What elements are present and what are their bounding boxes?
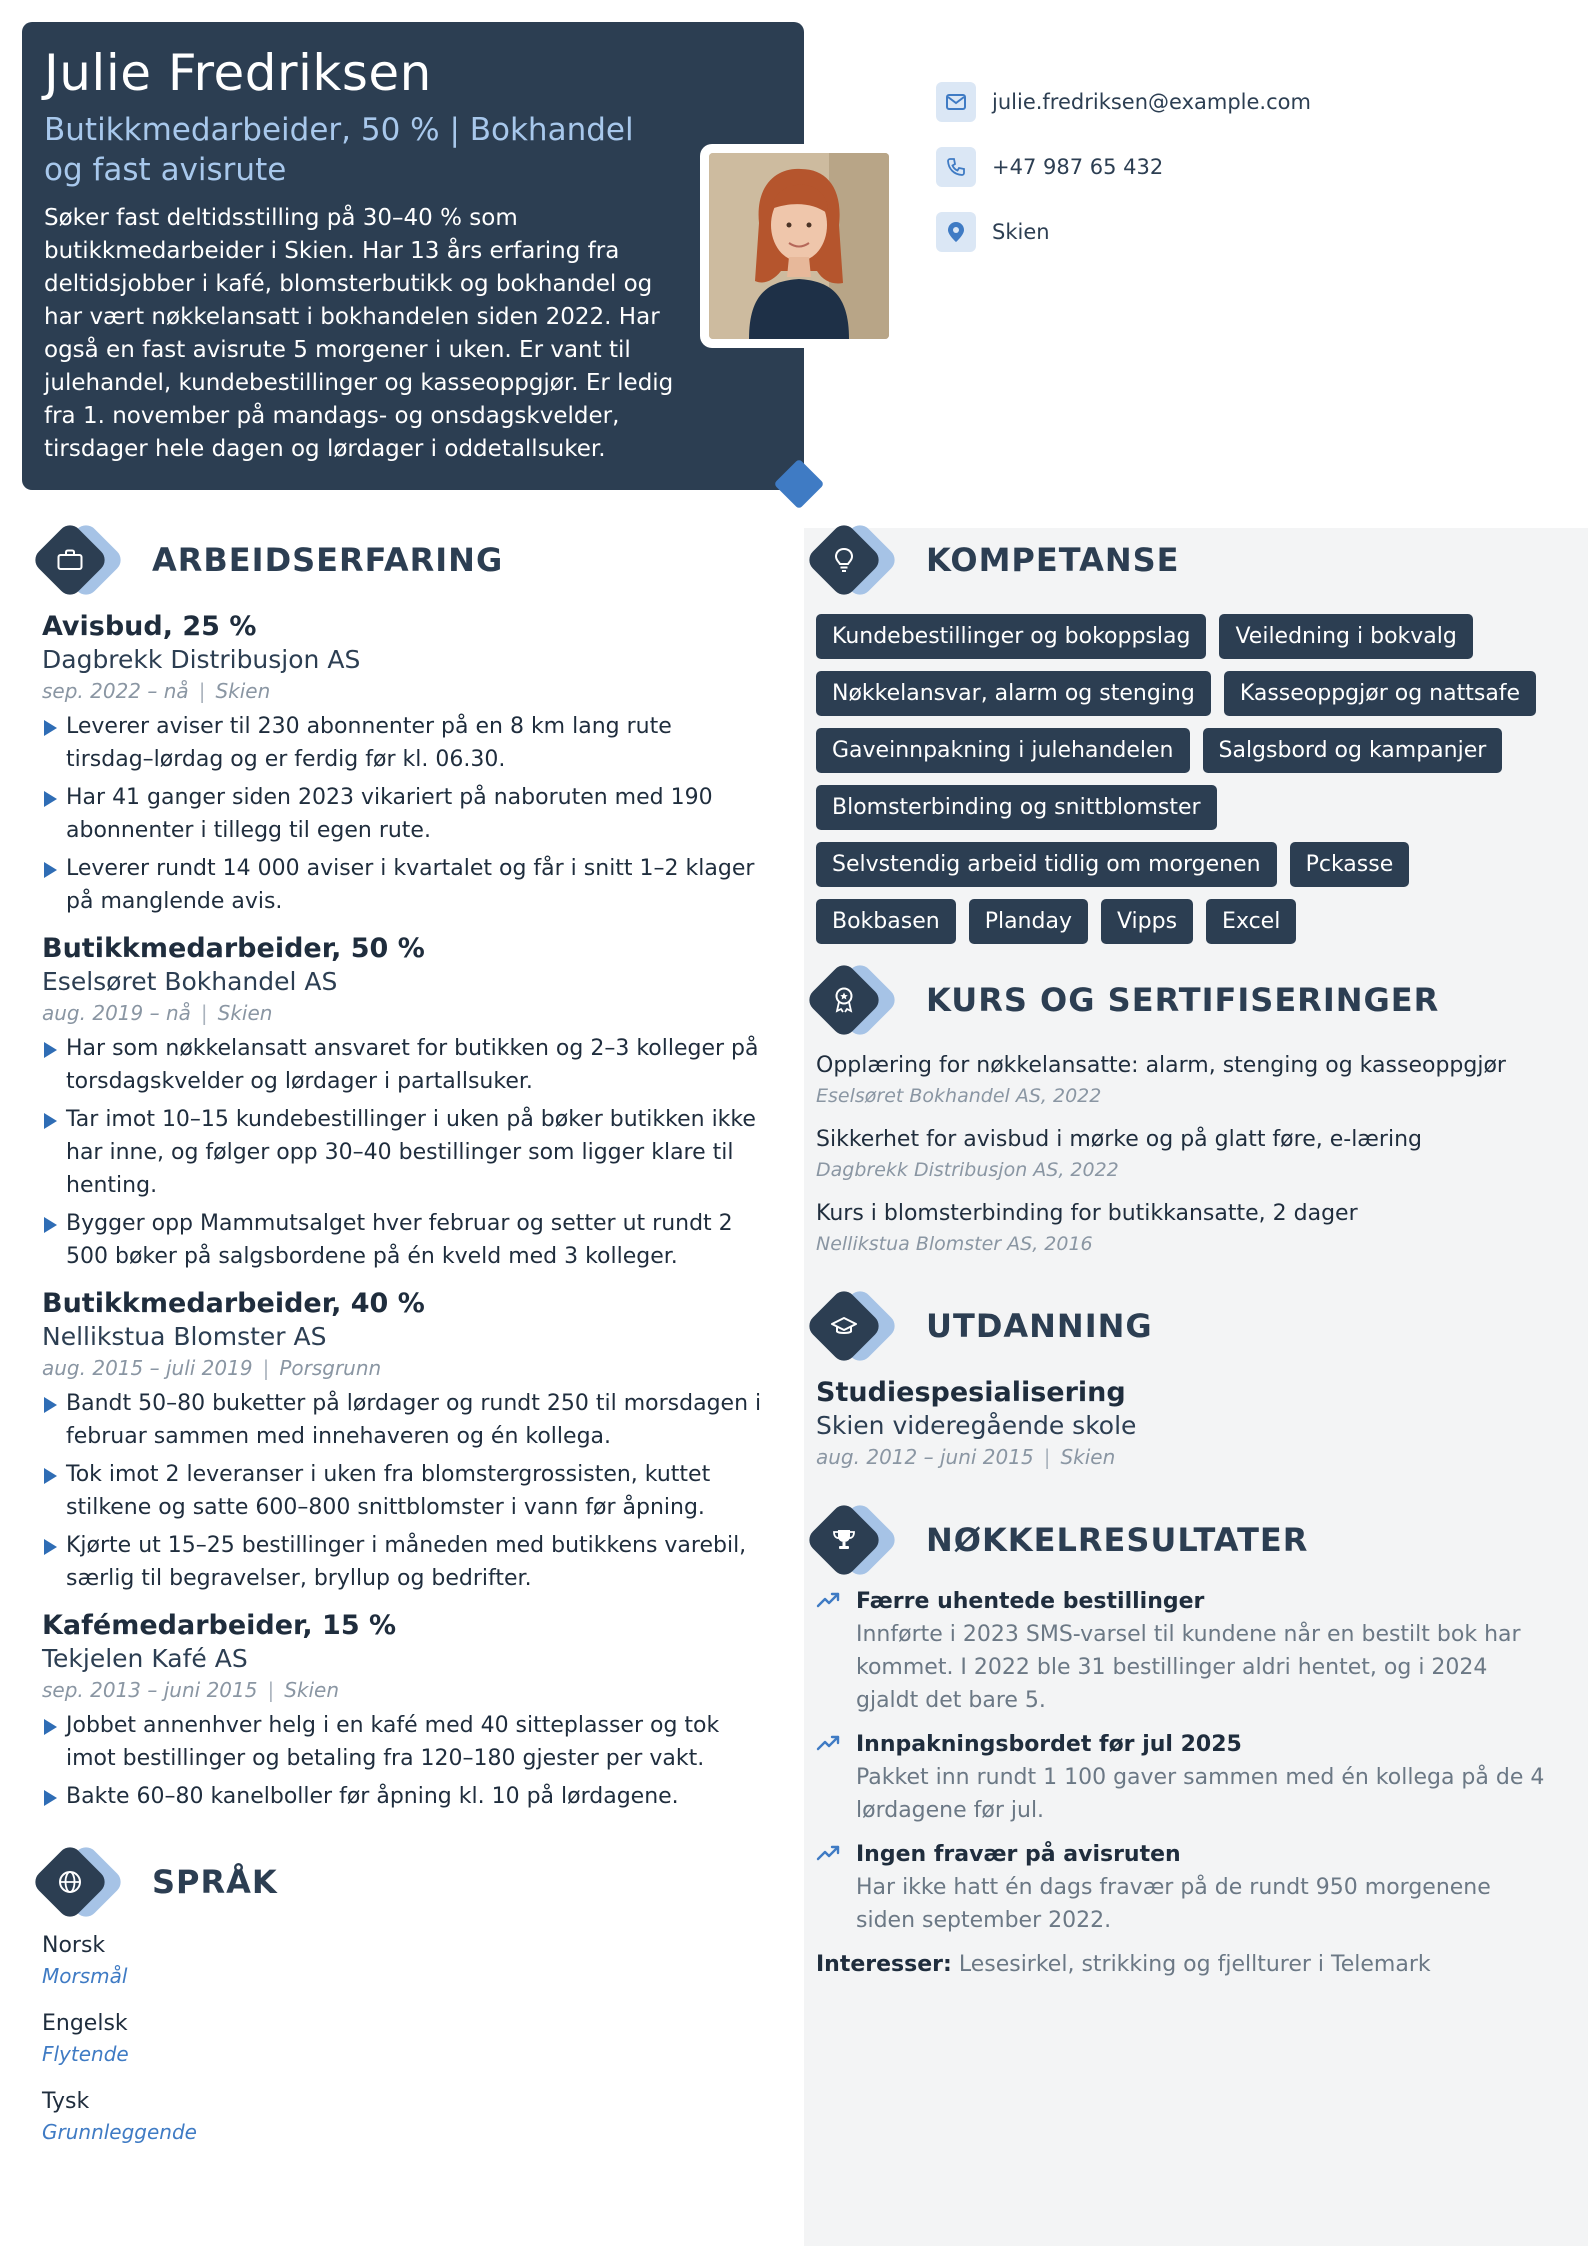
- language-item: [42, 1930, 762, 1990]
- language-level: Flytende: [42, 2042, 129, 2066]
- result-item: [816, 1839, 1556, 1937]
- job-meta: aug. 2015 – juli 2019 | Porsgrunn: [42, 1356, 382, 1380]
- section-badge: [808, 960, 902, 1040]
- job-entry: [42, 932, 762, 1273]
- language-item: [42, 2008, 762, 2068]
- contact-list: [936, 82, 1311, 277]
- interests-text: Lesesirkel, strikking og fjellturer i Telemark: [958, 1952, 1431, 1977]
- skill-tag: Salgsbord og kampanjer: [1203, 728, 1503, 773]
- job-period: sep. 2013 – juni 2015: [42, 1678, 258, 1702]
- trend-up-icon: [816, 1590, 842, 1614]
- education-school: Skien videregående skole: [816, 1411, 1137, 1440]
- job-location: Skien: [284, 1678, 340, 1702]
- course-org: Dagbrekk Distribusjon AS, 2022: [816, 1159, 1119, 1181]
- language-level: Grunnleggende: [42, 2120, 197, 2144]
- location-text: Skien: [992, 220, 1050, 244]
- section-title: ARBEIDSERFARING: [152, 541, 504, 579]
- course-org: Nellikstua Blomster AS, 2016: [816, 1233, 1093, 1255]
- header-card: [22, 22, 804, 490]
- section-title: NØKKELRESULTATER: [926, 1521, 1309, 1559]
- contact-location: [936, 212, 1311, 252]
- list-item: Har som nøkkelansatt ansvaret for butikken og 2–3 kolleger på torsdagskvelder og lørdager i partallsuker.: [42, 1032, 762, 1098]
- result-title: Ingen fravær på avisruten: [856, 1842, 1181, 1867]
- job-company: Tekjelen Kafé AS: [42, 1644, 248, 1673]
- globe-icon: [56, 1868, 84, 1896]
- section-header-courses: [808, 960, 1439, 1040]
- education-period: aug. 2012 – juni 2015: [816, 1445, 1034, 1469]
- language-item: [42, 2086, 762, 2146]
- certificate-award-icon: [830, 986, 858, 1014]
- candidate-name: Julie Fredriksen: [44, 44, 432, 102]
- language-level: Morsmål: [42, 1964, 128, 1988]
- job-company: Nellikstua Blomster AS: [42, 1322, 327, 1351]
- course-name: Sikkerhet for avisbud i mørke og på glatt føre, e-læring: [816, 1127, 1422, 1152]
- section-title: UTDANNING: [926, 1307, 1153, 1345]
- result-text: Pakket inn rundt 1 100 gaver sammen med én kollega på de 4 lørdagene før jul.: [856, 1765, 1545, 1823]
- section-header-experience: [34, 520, 503, 600]
- job-title: Avisbud, 25 %: [42, 611, 257, 642]
- experience-list: [42, 610, 762, 1827]
- job-period: aug. 2019 – nå: [42, 1001, 191, 1025]
- list-item: Har 41 ganger siden 2023 vikariert på naboruten med 190 abonnenter i tillegg til egen rute.: [42, 781, 762, 847]
- list-item: Tok imot 2 leveranser i uken fra blomstergrossisten, kuttet stilkene og satte 600–800 snittblomster i vann før åpning.: [42, 1458, 762, 1524]
- job-meta: sep. 2022 – nå | Skien: [42, 679, 271, 703]
- job-entry: [42, 1609, 762, 1813]
- job-company: Eselsøret Bokhandel AS: [42, 967, 338, 996]
- course-org: Eselsøret Bokhandel AS, 2022: [816, 1085, 1102, 1107]
- skill-tag: Planday: [969, 899, 1088, 944]
- education-location: Skien: [1060, 1445, 1116, 1469]
- job-period: aug. 2015 – juli 2019: [42, 1356, 253, 1380]
- section-badge: [34, 520, 128, 600]
- job-bullets: [42, 710, 762, 918]
- interests-line: [816, 1949, 1556, 1981]
- skill-tag: Bokbasen: [816, 899, 956, 944]
- section-title: KOMPETANSE: [926, 541, 1180, 579]
- job-location: Skien: [215, 679, 271, 703]
- job-location: Skien: [217, 1001, 273, 1025]
- list-item: Bandt 50–80 buketter på lørdager og rundt 250 til morsdagen i februar sammen med innehaveren og én kollega.: [42, 1387, 762, 1453]
- mail-icon: [936, 82, 976, 122]
- list-item: Leverer rundt 14 000 aviser i kvartalet og får i snitt 1–2 klager på manglende avis.: [42, 852, 762, 918]
- list-item: Bygger opp Mammutsalget hver februar og setter ut rundt 2 500 bøker på salgsbordene på én kveld med 3 kolleger.: [42, 1207, 762, 1273]
- course-item: [816, 1124, 1556, 1184]
- education-degree: Studiespesialisering: [816, 1377, 1126, 1408]
- education-entry: [816, 1376, 1556, 1476]
- list-item: Tar imot 10–15 kundebestillinger i uken på bøker butikken ikke har inne, og følger opp 30–40 bestillinger som ligger klare til henting.: [42, 1103, 762, 1202]
- section-title: KURS OG SERTIFISERINGER: [926, 981, 1440, 1019]
- profile-photo: [709, 153, 889, 339]
- course-name: Kurs i blomsterbinding for butikkansatte, 2 dager: [816, 1201, 1358, 1226]
- job-entry: [42, 1287, 762, 1595]
- trend-up-icon: [816, 1733, 842, 1757]
- list-item: Bakte 60–80 kanelboller før åpning kl. 10 på lørdagene.: [42, 1780, 762, 1813]
- skill-tag: Nøkkelansvar, alarm og stenging: [816, 671, 1211, 716]
- language-name: Engelsk: [42, 2011, 128, 2036]
- email-text: julie.fredriksen@example.com: [992, 90, 1311, 114]
- section-badge: [808, 1286, 902, 1366]
- skills-tag-list: [816, 614, 1556, 944]
- location-pin-icon: [936, 212, 976, 252]
- course-name: Opplæring for nøkkelansatte: alarm, stenging og kasseoppgjør: [816, 1053, 1506, 1078]
- trend-up-icon: [816, 1843, 842, 1867]
- skill-tag: Gaveinnpakning i julehandelen: [816, 728, 1190, 773]
- list-item: Jobbet annenhver helg i en kafé med 40 sitteplasser og tok imot bestillinger og betaling fra 120–180 gjester per vakt.: [42, 1709, 762, 1775]
- interests-label: Interesser:: [816, 1952, 952, 1977]
- section-badge: [808, 1500, 902, 1580]
- section-header-skills: [808, 520, 1180, 600]
- job-bullets: [42, 1032, 762, 1273]
- skill-tag: Pckasse: [1290, 842, 1410, 887]
- skill-tag: Selvstendig arbeid tidlig om morgenen: [816, 842, 1277, 887]
- section-header-languages: [34, 1842, 278, 1922]
- course-item: [816, 1198, 1556, 1258]
- contact-email[interactable]: [936, 82, 1311, 122]
- language-name: Tysk: [42, 2089, 90, 2114]
- job-entry: [42, 610, 762, 918]
- skill-tag: Blomsterbinding og snittblomster: [816, 785, 1217, 830]
- contact-phone[interactable]: [936, 147, 1311, 187]
- headline: Butikkmedarbeider, 50 % | Bokhandel og fast avisrute: [44, 112, 634, 188]
- language-name: Norsk: [42, 1933, 106, 1958]
- job-company: Dagbrekk Distribusjon AS: [42, 645, 361, 674]
- job-meta: aug. 2019 – nå | Skien: [42, 1001, 273, 1025]
- section-title: SPRÅK: [152, 1863, 278, 1901]
- skill-tag: Excel: [1206, 899, 1296, 944]
- result-item: [816, 1586, 1556, 1717]
- phone-text: +47 987 65 432: [992, 155, 1164, 179]
- skill-tag: Vipps: [1101, 899, 1193, 944]
- course-item: [816, 1050, 1556, 1110]
- briefcase-icon: [56, 546, 84, 574]
- list-item: Kjørte ut 15–25 bestillinger i måneden med butikkens varebil, særlig til begravelser, bryllup og bedrifter.: [42, 1529, 762, 1595]
- courses-list: [816, 1050, 1556, 1272]
- job-location: Porsgrunn: [279, 1356, 382, 1380]
- phone-icon: [936, 147, 976, 187]
- result-text: Innførte i 2023 SMS-varsel til kundene når en bestilt bok har kommet. I 2022 ble 31 bestillinger aldri hentet, og i 2024 gjaldt det bare 5.: [856, 1622, 1521, 1713]
- job-title: Butikkmedarbeider, 50 %: [42, 933, 425, 964]
- section-header-results: [808, 1500, 1308, 1580]
- result-text: Har ikke hatt én dags fravær på de rundt 950 morgenene siden september 2022.: [856, 1875, 1491, 1933]
- job-meta: sep. 2013 – juni 2015 | Skien: [42, 1678, 340, 1702]
- results-list: [816, 1586, 1556, 1981]
- section-badge: [34, 1842, 128, 1922]
- result-item: [816, 1729, 1556, 1827]
- section-header-education: [808, 1286, 1153, 1366]
- skill-tag: Veiledning i bokvalg: [1219, 614, 1472, 659]
- result-title: Færre uhentede bestillinger: [856, 1589, 1205, 1614]
- job-period: sep. 2022 – nå: [42, 679, 189, 703]
- profile-photo-frame: [700, 144, 898, 348]
- list-item: Leverer aviser til 230 abonnenter på en 8 km lang rute tirsdag–lørdag og er ferdig før kl. 06.30.: [42, 710, 762, 776]
- lightbulb-icon: [830, 546, 858, 574]
- language-list: [42, 1930, 762, 2164]
- job-title: Butikkmedarbeider, 40 %: [42, 1288, 425, 1319]
- profile-summary: Søker fast deltidsstilling på 30–40 % som butikkmedarbeider i Skien. Har 13 års erfaring fra deltidsjobber i kafé, blomsterbutikk og bokhandel og har vært nøkkelansatt i bokhandelen siden 2022. Har også en fast avisrute 5 morgener i uken. Er vant til julehandel, kundebestillinger og kasseoppgjør. Er ledig fra 1. november på mandags- og onsdagskvelder, tirsdager hele dagen og lørdager i oddetallsuker.: [44, 205, 674, 462]
- section-badge: [808, 520, 902, 600]
- job-bullets: [42, 1387, 762, 1595]
- result-title: Innpakningsbordet før jul 2025: [856, 1732, 1242, 1757]
- skill-tag: Kasseoppgjør og nattsafe: [1224, 671, 1536, 716]
- job-title: Kafémedarbeider, 15 %: [42, 1610, 397, 1641]
- skill-tag: Kundebestillinger og bokoppslag: [816, 614, 1206, 659]
- trophy-icon: [830, 1526, 858, 1554]
- education-meta: aug. 2012 – juni 2015 | Skien: [816, 1445, 1116, 1469]
- graduation-cap-icon: [830, 1312, 858, 1340]
- job-bullets: [42, 1709, 762, 1813]
